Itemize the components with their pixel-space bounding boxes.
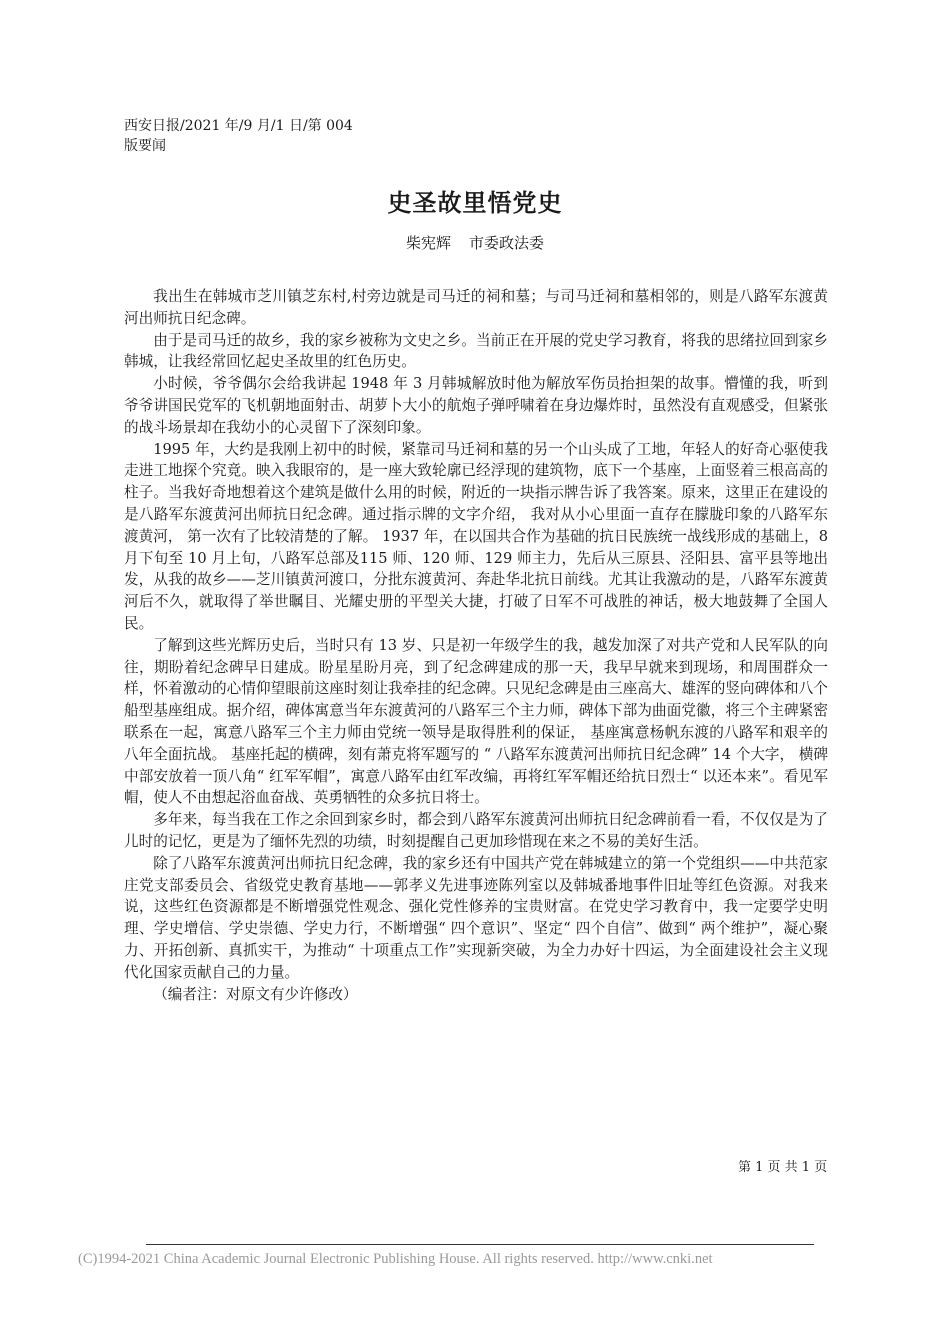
source-line-1: 西安日报/2021 年/9 月/1 日/第 004 xyxy=(124,118,353,134)
editor-note: （编者注：对原文有少许修改） xyxy=(153,985,358,1003)
paragraph-1: 我出生在韩城市芝川镇芝东村,村旁边就是司马迁的祠和墓；与司马迁祠和墓相邻的，则是八路军东渡黄河出师抗日纪念碑。 xyxy=(124,288,828,327)
page-indicator: 第 1 页 共 1 页 xyxy=(738,1160,828,1175)
author-org: 市委政法委 xyxy=(469,234,545,252)
byline xyxy=(0,232,950,253)
footer-divider xyxy=(146,1244,814,1245)
paragraph-3: 小时候，爷爷偶尔会给我讲起 1948 年 3 月韩城解放时他为解放军伤员抬担架的故事。懵懂的我，听到爷爷讲国民党军的飞机朝地面射击、胡萝卜大小的航炮子弹呼啸着在身边爆炸时，虽然没有直观感受，但紧张的战斗场景却在我幼小的心灵留下了深刻印象。 xyxy=(124,375,829,436)
article-body xyxy=(124,286,828,1005)
paragraph-5: 了解到这些光辉历史后，当时只有 13 岁、只是初一年级学生的我，越发加深了对共产党和人民军队的向往，期盼着纪念碑早日建成。盼星星盼月亮，到了纪念碑建成的那一天，我早早就来到现场，和周围群众一样，怀着激动的心情仰望眼前这座时刻让我牵挂的纪念碑。只见纪念碑是由三座高大、雄浑的竖向碑体和八个船型基座组成。据介绍，碑体寓意当年东渡黄河的八路军三个主力师，碑体下部为曲面党徽，将三个主碑紧密联系在一起，寓意八路军三个主力师由党统一领导是取得胜利的保证， 基座寓意杨帆东渡的八路军和艰辛的八年全面抗战。 基座托起的横碑，刻有萧克将军题写的 “ 八路军东渡黄河出师抗日纪念碑” 14 个大字， 横碑中部安放着一顶八角“ 红军军帽”，寓意八路军由红军改编，再将红军军帽还给抗日烈士“ 以还本来”。看见军帽，使人不由想起浴血奋战、英勇牺牲的众多抗日将士。 xyxy=(124,636,828,807)
source-line-2: 版要闻 xyxy=(124,138,166,154)
paragraph-7: 除了八路军东渡黄河出师抗日纪念碑，我的家乡还有中国共产党在韩城建立的第一个党组织——中共范家庄党支部委员会、省级党史教育基地——郭孝义先进事迹陈列室以及韩城番地事件旧址等红色资源。对我来说，这些红色资源都是不断增强党性观念、强化党性修养的宝贵财富。在党史学习教育中，我一定要学史明理、学史增信、学史崇德、学史力行，不断增强“ 四个意识”、坚定“ 四个自信”、做到“ 两个维护”，凝心聚力、开拓创新、真抓实干，为推动“ 十项重点工作”实现新突破，为全力办好十四运，为全面建设社会主义现代化国家贡献自己的力量。 xyxy=(124,854,828,981)
paragraph-6: 多年来，每当我在工作之余回到家乡时，都会到八路军东渡黄河出师抗日纪念碑前看一看，不仅仅是为了儿时的记忆，更是为了缅怀先烈的功绩，时刻提醒自己更加珍惜现在来之不易的美好生活。 xyxy=(124,811,828,850)
author-name: 柴宪辉 xyxy=(405,234,451,252)
paragraph-4: 1995 年，大约是我刚上初中的时候，紧靠司马迁祠和墓的另一个山头成了工地，年轻人的好奇心驱使我走进工地探个究竟。映入我眼帘的，是一座大致轮廓已经浮现的建筑物，底下一个基座，上面竖着三根高高的柱子。当我好奇地想着这个建筑是做什么用的时候，附近的一块指示牌告诉了我答案。原来，这里正在建设的是八路军东渡黄河出师抗日纪念碑。通过指示牌的文字介绍， 我对从小心里面一直存在朦胧印象的八路军东渡黄河， 第一次有了比较清楚的了解。 1937 年，在以国共合作为基础的抗日民族统一战线形成的基础上，8 月下旬至 10 月上旬，八路军总部及115 师、120 师、129 师主力，先后从三原县、泾阳县、富平县等地出发，从我的故乡——芝川镇黄河渡口，分批东渡黄河、奔赴华北抗日前线。尤其让我激动的是，八路军东渡黄河后不久，就取得了举世瞩目、光耀史册的平型关大捷，打破了日军不可战胜的神话，极大地鼓舞了全国人民。 xyxy=(124,440,828,632)
source-info xyxy=(124,116,353,156)
copyright-footer: (C)1994-2021 China Academic Journal Electronic Publishing House. All rights reserved. http://www.cnki.net xyxy=(78,1251,713,1267)
paragraph-2: 由于是司马迁的故乡，我的家乡被称为文史之乡。当前正在开展的党史学习教育，将我的思绪拉回到家乡韩城，让我经常回忆起史圣故里的红色历史。 xyxy=(124,331,828,371)
article-title: 史圣故里悟党史 xyxy=(387,189,563,217)
